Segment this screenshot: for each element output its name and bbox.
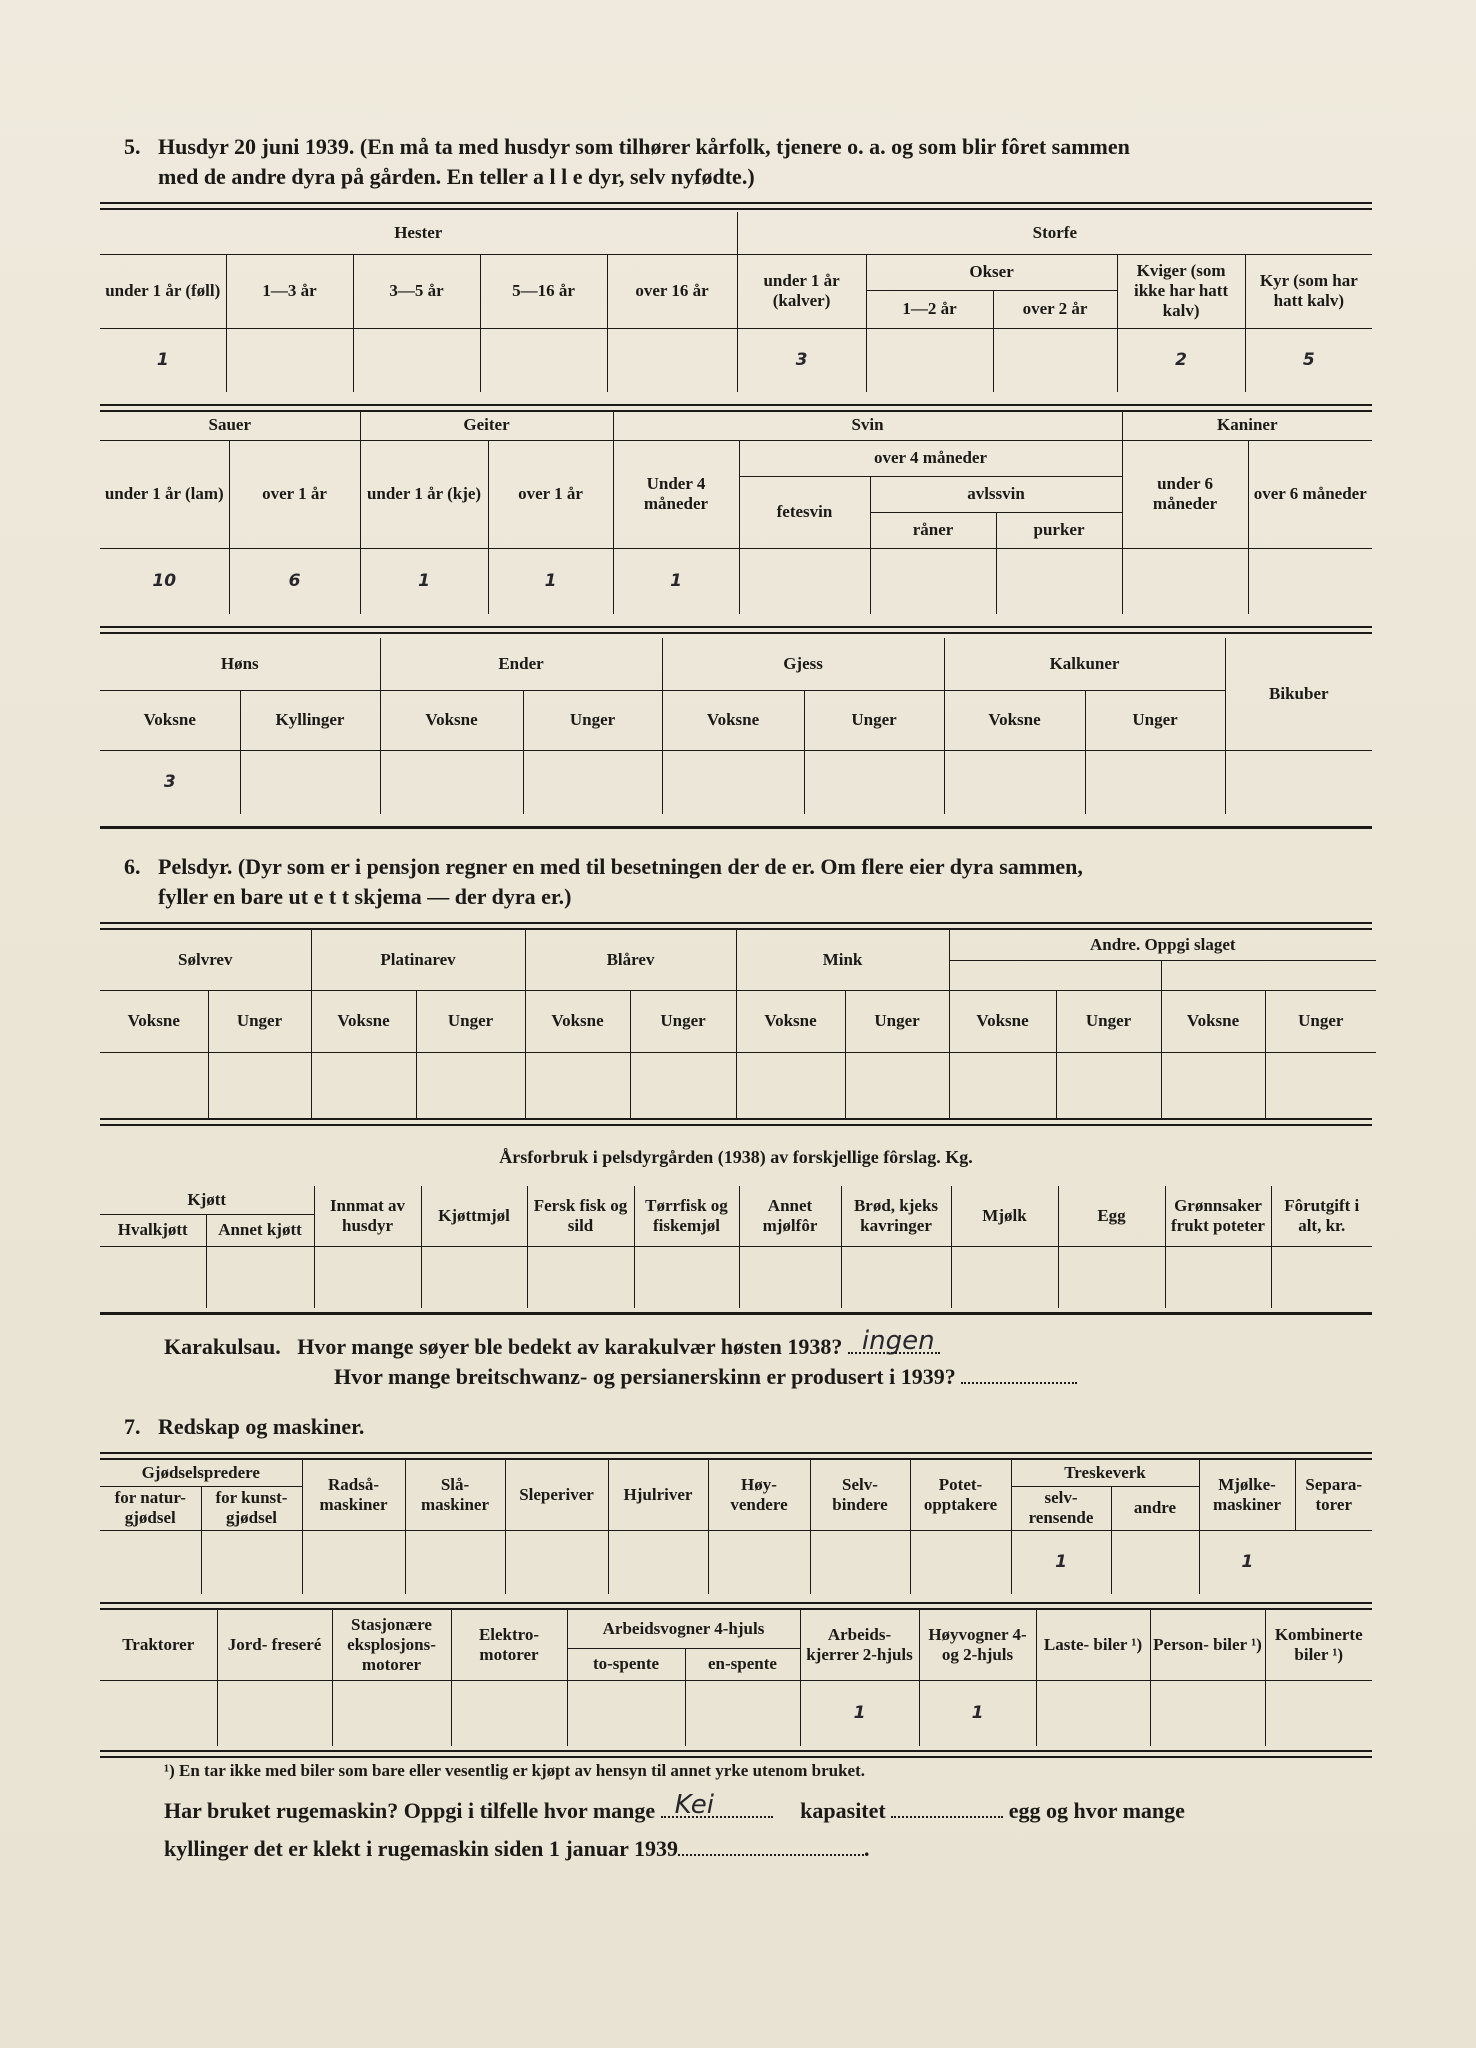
col-innmat: Innmat av husdyr	[314, 1186, 421, 1246]
col-unger: Unger	[416, 990, 525, 1052]
value-3-5[interactable]	[353, 328, 480, 392]
value-gjess-unger[interactable]	[804, 750, 944, 814]
ruge-antall-field[interactable]	[661, 1790, 773, 1820]
col-mjolkemaskiner: Mjølke- maskiner	[1199, 1460, 1295, 1530]
value-cell[interactable]	[841, 1246, 951, 1308]
value-cell[interactable]	[630, 1052, 736, 1118]
value-cell[interactable]	[421, 1246, 527, 1308]
group-gjess: Gjess	[662, 638, 944, 690]
col-forutgift: Fôrutgift i alt, kr.	[1271, 1186, 1372, 1246]
col-foll: under 1 år (føll)	[100, 254, 226, 328]
value-ender-voksne[interactable]	[380, 750, 523, 814]
table-fjaerfe	[100, 638, 1372, 814]
value-cell[interactable]	[451, 1680, 567, 1746]
col-bikuber: Bikuber	[1225, 638, 1372, 750]
col-okser-1-2: 1—2 år	[866, 290, 993, 328]
col-lastebiler: Laste- biler ¹)	[1036, 1610, 1150, 1680]
ruge-kapasitet-field[interactable]	[891, 1794, 1003, 1818]
value-okser-over-2[interactable]	[993, 328, 1117, 392]
value-cell[interactable]	[1036, 1680, 1150, 1746]
col-unger: Unger	[845, 990, 949, 1052]
col-kombinerte-biler: Kombinerte biler ¹)	[1265, 1610, 1372, 1680]
ruge-egg-label: egg og hvor mange	[1008, 1798, 1185, 1823]
table-redskap-2	[100, 1610, 1372, 1746]
value-cell[interactable]	[201, 1530, 302, 1594]
value-kalkuner-unger[interactable]	[1085, 750, 1225, 814]
andre-slag-1[interactable]	[949, 960, 1161, 990]
value-fetesvin[interactable]	[739, 548, 870, 614]
value-svin-under-4[interactable]: 1	[613, 548, 739, 614]
value-cell[interactable]	[1161, 1052, 1265, 1118]
group-svin: Svin	[613, 410, 1122, 440]
group-kjott: Kjøtt	[100, 1186, 314, 1214]
section7-heading	[124, 1412, 724, 1442]
value-cell[interactable]	[302, 1530, 405, 1594]
table-sauer-geiter-svin	[100, 410, 1372, 614]
col-jordfresere: Jord- freseré	[217, 1610, 332, 1680]
value-raner[interactable]	[870, 548, 996, 614]
section-text-line1: Pelsdyr. (Dyr som er i pensjon regner en med til besetningen der de er. Om flere eier dyra sammen,	[158, 854, 1083, 879]
value-cell[interactable]	[634, 1246, 739, 1308]
value-treskeverk-andre[interactable]: 1	[1011, 1530, 1111, 1594]
value-cell[interactable]	[567, 1680, 685, 1746]
table-forbruk	[100, 1186, 1372, 1308]
col-fetesvin: fetesvin	[739, 476, 870, 548]
value-hoyvogner[interactable]: 1	[919, 1680, 1036, 1746]
col-unger: Unger	[1265, 990, 1376, 1052]
karakul-line1	[164, 1326, 1364, 1362]
value-sau-over-1[interactable]: 6	[229, 548, 360, 614]
group-solvrev: Sølvrev	[100, 930, 311, 990]
value-1-3[interactable]	[226, 328, 353, 392]
karakul-question2: Hvor mange breitschwanz- og persianerskinn er produsert i 1939?	[334, 1364, 956, 1389]
value-cell[interactable]	[405, 1530, 505, 1594]
col-treskeverk-andre: andre	[1111, 1486, 1199, 1530]
value-cell[interactable]	[949, 1052, 1056, 1118]
col-voksne: Voksne	[949, 990, 1056, 1052]
value-kviger[interactable]: 2	[1117, 328, 1245, 392]
section-number: 5.	[124, 134, 141, 159]
ruge-line2	[164, 1832, 1374, 1864]
karakul-answer2-field[interactable]	[961, 1360, 1077, 1384]
group-kalkuner: Kalkuner	[944, 638, 1225, 690]
col-kalver: under 1 år (kalver)	[737, 254, 866, 328]
col-naturgjodsel: for natur- gjødsel	[100, 1486, 201, 1530]
col-egg: Egg	[1058, 1186, 1165, 1246]
section-text-line1: Husdyr 20 juni 1939. (En må ta med husdyr som tilhører kårfolk, tjenere o. a. og som blir fôret sammen	[158, 134, 1130, 159]
col-selvrensende: selv- rensende	[1011, 1486, 1111, 1530]
col-hoyvogner: Høyvogner 4- og 2-hjuls	[919, 1610, 1036, 1680]
col-ender-unger: Unger	[523, 690, 662, 750]
col-hoyvendere: Høy- vendere	[708, 1460, 810, 1530]
value-cell[interactable]	[100, 1246, 206, 1308]
col-svin-under-4: Under 4 måneder	[613, 440, 739, 548]
col-selvbindere: Selv- bindere	[810, 1460, 910, 1530]
col-gjess-unger: Unger	[804, 690, 944, 750]
col-okser-over-2: over 2 år	[993, 290, 1117, 328]
col-elektromotorer: Elektro- motorer	[451, 1610, 567, 1680]
footnote: ¹) En tar ikke med biler som bare eller vesentlig er kjøpt av hensyn til annet yrke utenom bruket.	[164, 1761, 865, 1780]
value-gjess-voksne[interactable]	[662, 750, 804, 814]
karakul-answer1-field[interactable]	[848, 1326, 940, 1356]
col-voksne: Voksne	[100, 990, 208, 1052]
value-cell[interactable]	[416, 1052, 525, 1118]
group-blarev: Blårev	[525, 930, 736, 990]
col-voksne: Voksne	[1161, 990, 1265, 1052]
value-cell[interactable]	[708, 1530, 810, 1594]
col-sleperiver: Sleperiver	[505, 1460, 608, 1530]
ruge-kyllinger-field[interactable]	[678, 1832, 864, 1856]
section-text-line2: med de andre dyra på gården. En teller a l l e dyr, selv nyfødte.)	[158, 164, 755, 189]
col-mjolk: Mjølk	[951, 1186, 1058, 1246]
value-cell[interactable]	[1150, 1680, 1265, 1746]
value-cell[interactable]	[739, 1246, 841, 1308]
col-potetopptakere: Potet- opptakere	[910, 1460, 1011, 1530]
section5-heading-line2	[158, 162, 1358, 192]
forbruk-title: Årsforbruk i pelsdyrgården (1938) av forskjellige fôrslag. Kg.	[499, 1147, 973, 1167]
value-geit-over-1[interactable]: 1	[488, 548, 613, 614]
col-radsa: Radså- maskiner	[302, 1460, 405, 1530]
karakul-question1: Hvor mange søyer ble bedekt av karakulvær høsten 1938?	[297, 1334, 843, 1359]
ruge-period: .	[864, 1836, 870, 1861]
value-cell[interactable]	[206, 1246, 314, 1308]
col-over-16: over 16 år	[607, 254, 737, 328]
divider	[100, 1118, 1372, 1126]
value-kyllinger[interactable]	[240, 750, 380, 814]
karakul-label: Karakulsau.	[164, 1334, 281, 1359]
value-cell[interactable]	[217, 1680, 332, 1746]
group-kaniner: Kaniner	[1122, 410, 1372, 440]
group-okser: Okser	[866, 254, 1117, 290]
col-traktorer: Traktorer	[100, 1610, 217, 1680]
value-purker[interactable]	[996, 548, 1122, 614]
value-arbeidskjerrer[interactable]: 1	[800, 1680, 919, 1746]
value-cell[interactable]	[1165, 1246, 1271, 1308]
col-kjottmjol: Kjøttmjøl	[421, 1186, 527, 1246]
group-storfe: Storfe	[737, 212, 1372, 254]
value-ender-unger[interactable]	[523, 750, 662, 814]
col-kyr: Kyr (som har hatt kalv)	[1245, 254, 1372, 328]
col-purker: purker	[996, 512, 1122, 548]
divider	[100, 1312, 1372, 1315]
divider	[100, 202, 1372, 210]
section-number: 6.	[124, 854, 141, 879]
col-hons-voksne: Voksne	[100, 690, 240, 750]
group-ender: Ender	[380, 638, 662, 690]
value-cell[interactable]	[608, 1530, 708, 1594]
value-cell[interactable]	[1265, 1680, 1372, 1746]
col-gjess-voksne: Voksne	[662, 690, 804, 750]
value-cell[interactable]	[1111, 1530, 1199, 1594]
col-lam: under 1 år (lam)	[100, 440, 229, 548]
value-separatorer[interactable]: 1	[1199, 1530, 1295, 1594]
value-cell[interactable]	[527, 1246, 634, 1308]
col-kanin-over-6: over 6 måneder	[1248, 440, 1372, 548]
value-cell[interactable]	[1056, 1052, 1161, 1118]
group-geiter: Geiter	[360, 410, 613, 440]
table-pelsdyr	[100, 930, 1376, 1118]
group-treskeverk: Treskeverk	[1011, 1460, 1199, 1486]
group-over-4: over 4 måneder	[739, 440, 1122, 476]
col-sau-over-1: over 1 år	[229, 440, 360, 548]
col-kanin-under-6: under 6 måneder	[1122, 440, 1248, 548]
col-annet-mjolfor: Annet mjølfôr	[739, 1186, 841, 1246]
col-separatorer: Separa- torer	[1295, 1460, 1372, 1530]
value-over-16[interactable]	[607, 328, 737, 392]
col-voksne: Voksne	[311, 990, 416, 1052]
col-kalkuner-voksne: Voksne	[944, 690, 1085, 750]
group-platinarev: Platinarev	[311, 930, 525, 990]
value-kalver[interactable]: 3	[737, 328, 866, 392]
group-avlssvin: avlssvin	[870, 476, 1122, 512]
value-bikuber[interactable]	[1225, 750, 1372, 814]
value-cell[interactable]	[208, 1052, 311, 1118]
group-andre: Andre. Oppgi slaget	[949, 930, 1376, 960]
col-to-spente: to-spente	[567, 1648, 685, 1680]
group-gjodsel: Gjødselspredere	[100, 1460, 302, 1486]
value-kanin-under-6[interactable]	[1122, 548, 1248, 614]
value-cell[interactable]	[845, 1052, 949, 1118]
section-number: 7.	[124, 1414, 141, 1439]
group-arbeidsvogner: Arbeidsvogner 4-hjuls	[567, 1610, 800, 1648]
value-cell[interactable]	[736, 1052, 845, 1118]
col-kviger: Kviger (som ikke har hatt kalv)	[1117, 254, 1245, 328]
value-cell[interactable]	[1271, 1246, 1372, 1308]
ruge-question1: Har bruket rugemaskin? Oppgi i tilfelle hvor mange	[164, 1798, 656, 1823]
group-hons: Høns	[100, 638, 380, 690]
value-kanin-over-6[interactable]	[1248, 548, 1372, 614]
karakul-line2	[334, 1360, 1374, 1392]
col-kalkuner-unger: Unger	[1085, 690, 1225, 750]
col-hjulriver: Hjulriver	[608, 1460, 708, 1530]
col-stasjonaere-motorer: Stasjonære eksplosjons- motorer	[332, 1610, 451, 1680]
col-personbiler: Person- biler ¹)	[1150, 1610, 1265, 1680]
value-lam[interactable]: 10	[100, 548, 229, 614]
col-kunstgjodsel: for kunst- gjødsel	[201, 1486, 302, 1530]
col-gronnsaker: Grønnsaker frukt poteter	[1165, 1186, 1271, 1246]
andre-slag-2[interactable]	[1161, 960, 1376, 990]
value-kyr[interactable]: 5	[1245, 328, 1372, 392]
section-text-line2: fyller en bare ut e t t skjema — der dyra er.)	[158, 884, 572, 909]
value-cell[interactable]	[505, 1530, 608, 1594]
col-hvalkjott: Hvalkjøtt	[100, 1214, 206, 1246]
divider	[100, 1452, 1372, 1460]
value-foll[interactable]: 1	[100, 328, 226, 392]
col-brod: Brød, kjeks kavringer	[841, 1186, 951, 1246]
value-cell[interactable]	[311, 1052, 416, 1118]
ruge-question2: kyllinger det er klekt i rugemaskin siden 1 januar 1939	[164, 1836, 678, 1861]
value-cell[interactable]	[314, 1246, 421, 1308]
value-cell[interactable]	[1265, 1052, 1376, 1118]
divider	[100, 626, 1372, 634]
value-cell[interactable]	[525, 1052, 630, 1118]
col-5-16: 5—16 år	[480, 254, 607, 328]
ruge-kapasitet-label: kapasitet	[800, 1798, 886, 1823]
value-5-16[interactable]	[480, 328, 607, 392]
divider	[100, 1602, 1372, 1610]
value-cell[interactable]	[951, 1246, 1058, 1308]
divider	[100, 826, 1372, 829]
value-cell[interactable]	[100, 1530, 201, 1594]
section5-heading	[124, 132, 1374, 162]
col-annet-kjott: Annet kjøtt	[206, 1214, 314, 1246]
value-cell[interactable]	[1058, 1246, 1165, 1308]
group-hester: Hester	[100, 212, 737, 254]
value-cell[interactable]	[910, 1530, 1011, 1594]
col-ender-voksne: Voksne	[380, 690, 523, 750]
col-raner: råner	[870, 512, 996, 548]
value-cell[interactable]	[100, 1052, 208, 1118]
value-cell[interactable]	[100, 1680, 217, 1746]
ruge-line1	[164, 1790, 1374, 1826]
ruge-antall: Kei	[674, 1790, 714, 1820]
group-mink: Mink	[736, 930, 949, 990]
table-hester-storfe	[100, 212, 1372, 392]
col-3-5: 3—5 år	[353, 254, 480, 328]
col-fersk-fisk: Fersk fisk og sild	[527, 1186, 634, 1246]
value-hons-voksne[interactable]: 3	[100, 750, 240, 814]
col-unger: Unger	[630, 990, 736, 1052]
divider	[100, 1750, 1372, 1758]
col-voksne: Voksne	[525, 990, 630, 1052]
col-1-3: 1—3 år	[226, 254, 353, 328]
divider	[100, 922, 1372, 930]
value-kalkuner-voksne[interactable]	[944, 750, 1085, 814]
section6-heading-line2	[158, 882, 1358, 912]
col-geit-over-1: over 1 år	[488, 440, 613, 548]
value-cell[interactable]	[810, 1530, 910, 1594]
col-sla: Slå- maskiner	[405, 1460, 505, 1530]
col-unger: Unger	[1056, 990, 1161, 1052]
col-kje: under 1 år (kje)	[360, 440, 488, 548]
col-en-spente: en-spente	[685, 1648, 800, 1680]
col-arbeidskjerrer: Arbeids- kjerrer 2-hjuls	[800, 1610, 919, 1680]
value-kje[interactable]: 1	[360, 548, 488, 614]
section7-title: Redskap og maskiner.	[158, 1414, 365, 1439]
value-okser-1-2[interactable]	[866, 328, 993, 392]
group-sauer: Sauer	[100, 410, 360, 440]
col-unger: Unger	[208, 990, 311, 1052]
col-kyllinger: Kyllinger	[240, 690, 380, 750]
col-torrfisk: Tørrfisk og fiskemjøl	[634, 1186, 739, 1246]
value-cell[interactable]	[685, 1680, 800, 1746]
section6-heading	[124, 852, 1374, 882]
value-cell[interactable]	[332, 1680, 451, 1746]
col-voksne: Voksne	[736, 990, 845, 1052]
table-redskap-1	[100, 1460, 1372, 1594]
karakul-answer1: ingen	[861, 1326, 935, 1356]
